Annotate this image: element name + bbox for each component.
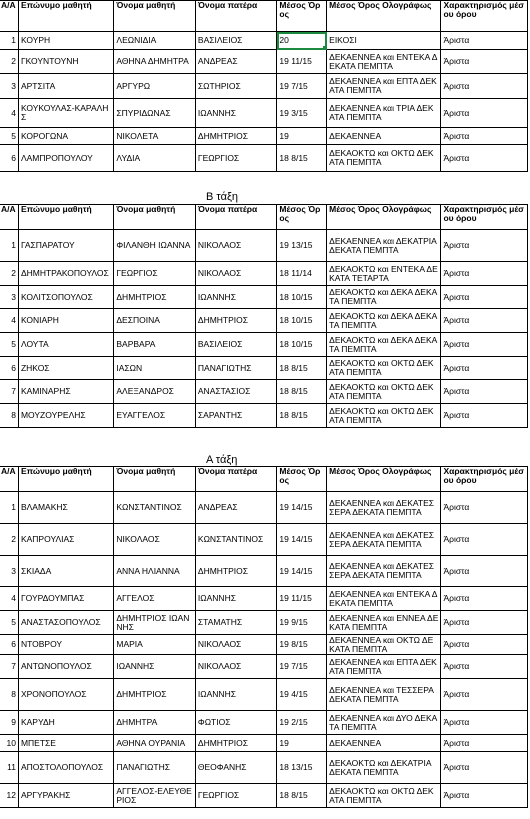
cell-father[interactable]: ΑΝΔΡΕΑΣ [195, 50, 277, 74]
cell-average[interactable]: 19 13/15 [277, 230, 327, 262]
cell-name[interactable]: ΣΠΥΡΙΔΩΝΑΣ [114, 99, 196, 128]
grades-table-section-1 [0, 0, 528, 172]
cell-surname[interactable]: ΜΟΥΖΟΥΡΕΛΗΣ [18, 404, 113, 428]
header-average[interactable]: Μέσος Όρος [277, 467, 327, 492]
table-row [0, 309, 528, 333]
table-row [0, 711, 528, 735]
cell-grade[interactable]: Άριστα [441, 230, 528, 262]
cell-grade[interactable]: Άριστα [441, 679, 528, 711]
cell-average-words[interactable]: ΔΕΚΑΕΝΝΕΑ και ΕΝΤΕΚΑ ΔΕΚΑΤΑ ΠΕΜΠΤΑ [327, 50, 441, 74]
cell-father[interactable]: ΑΝΔΡΕΑΣ [195, 492, 277, 524]
cell-name[interactable]: ΑΓΓΕΛΟΣ-ΕΛΕΥΘΕΡΙΟΣ [114, 784, 196, 808]
header-surname[interactable]: Επώνυμο μαθητή [18, 467, 113, 492]
cell-father[interactable]: ΔΗΜΗΤΡΙΟΣ [195, 309, 277, 333]
cell-average-words[interactable]: ΔΕΚΑΕΝΝΕΑ και ΔΕΚΑΤΡΙΑ ΔΕΚΑΤΑ ΠΕΜΠΤΑ [327, 230, 441, 262]
cell-father[interactable]: ΑΝΑΣΤΑΣΙΟΣ [195, 380, 277, 404]
cell-grade[interactable]: Άριστα [441, 50, 528, 74]
cell-grade[interactable]: Άριστα [441, 32, 528, 50]
cell-name[interactable]: ΓΕΩΡΓΙΟΣ [114, 262, 196, 286]
table-row [0, 404, 528, 428]
cell-aa[interactable]: 2 [0, 524, 18, 556]
cell-father[interactable]: ΠΑΝΑΓΙΩΤΗΣ [195, 357, 277, 380]
cell-aa[interactable]: 2 [0, 262, 18, 286]
cell-surname[interactable]: ΜΠΕΤΣΕ [18, 735, 113, 752]
cell-grade[interactable]: Άριστα [441, 380, 528, 404]
cell-average[interactable]: 18 8/15 [277, 357, 327, 380]
cell-name[interactable]: ΔΗΜΗΤΡΙΟΣ ΙΩΑΝΝΗΣ [114, 611, 196, 635]
table-row [0, 128, 528, 145]
cell-grade[interactable]: Άριστα [441, 286, 528, 309]
table-row [0, 145, 528, 172]
cell-father[interactable]: ΙΩΑΝΝΗΣ [195, 679, 277, 711]
header-average-words[interactable]: Μέσος Όρος Ολογράφως [327, 1, 441, 32]
cell-name[interactable]: ΦΙΛΑΝΘΗ ΙΩΑΝΝΑ [114, 230, 196, 262]
cell-surname[interactable]: ΑΡΓΥΡΑΚΗΣ [18, 784, 113, 808]
cell-grade[interactable]: Άριστα [441, 752, 528, 784]
cell-name[interactable]: ΙΩΑΝΝΗΣ [114, 655, 196, 679]
table-row [0, 230, 528, 262]
cell-grade[interactable]: Άριστα [441, 711, 528, 735]
cell-name[interactable]: ΑΘΗΝΑ ΟΥΡΑΝΙΑ [114, 735, 196, 752]
cell-average[interactable]: 19 14/15 [277, 524, 327, 556]
table-row [0, 635, 528, 655]
cell-surname[interactable]: ΚΟΥΚΟΥΛΑΣ-ΚΑΡΑΛΗΣ [18, 99, 113, 128]
table-row [0, 524, 528, 556]
fill-handle[interactable] [323, 46, 327, 50]
cell-aa[interactable]: 4 [0, 587, 18, 611]
table-row [0, 286, 528, 309]
cell-average[interactable]: 18 10/15 [277, 309, 327, 333]
cell-average-words[interactable]: ΔΕΚΑΟΚΤΩ και ΟΚΤΩ ΔΕΚΑΤΑ ΠΕΜΠΤΑ [327, 145, 441, 172]
cell-grade[interactable]: Άριστα [441, 655, 528, 679]
cell-average-words[interactable]: ΔΕΚΑΕΝΝΕΑ και ΔΥΟ ΔΕΚΑΤΑ ΠΕΜΠΤΑ [327, 711, 441, 735]
cell-name[interactable]: ΠΑΝΑΓΙΩΤΗΣ [114, 752, 196, 784]
cell-grade[interactable]: Άριστα [441, 309, 528, 333]
cell-aa[interactable]: 6 [0, 145, 18, 172]
cell-father[interactable]: ΔΗΜΗΤΡΙΟΣ [195, 735, 277, 752]
grades-table-section-3 [0, 466, 528, 808]
header-average[interactable]: Μέσος Όρος [277, 205, 327, 230]
header-father[interactable]: Όνομα πατέρα [195, 467, 277, 492]
header-aa[interactable]: Α/Α [0, 205, 18, 230]
cell-surname[interactable]: ΓΑΣΠΑΡΑΤΟΥ [18, 230, 113, 262]
cell-name[interactable]: ΜΑΡΙΑ [114, 635, 196, 655]
cell-grade[interactable]: Άριστα [441, 587, 528, 611]
cell-average-words[interactable]: ΔΕΚΑΕΝΝΕΑ και ΕΝΤΕΚΑ ΔΕΚΑΤΑ ΠΕΜΠΤΑ [327, 587, 441, 611]
cell-aa[interactable]: 2 [0, 50, 18, 74]
cell-average[interactable]: 19 11/15 [277, 50, 327, 74]
cell-father[interactable]: ΒΑΣΙΛΕΙΟΣ [195, 333, 277, 357]
cell-father[interactable]: ΦΩΤΙΟΣ [195, 711, 277, 735]
cell-grade[interactable]: Άριστα [441, 611, 528, 635]
table-row [0, 74, 528, 99]
cell-aa[interactable]: 7 [0, 655, 18, 679]
cell-aa[interactable]: 9 [0, 711, 18, 735]
cell-average[interactable]: 19 [277, 128, 327, 145]
cell-grade[interactable]: Άριστα [441, 333, 528, 357]
table-row [0, 587, 528, 611]
cell-name[interactable]: ΑΘΗΝΑ ΔΗΜΗΤΡΑ [114, 50, 196, 74]
cell-aa[interactable]: 4 [0, 99, 18, 128]
header-father[interactable]: Όνομα πατέρα [195, 1, 277, 32]
cell-average[interactable]: 19 4/15 [277, 679, 327, 711]
header-grade[interactable]: Χαρακτηρισμός μέσου όρου [441, 467, 528, 492]
cell-name[interactable]: ΒΑΡΒΑΡΑ [114, 333, 196, 357]
cell-name[interactable]: ΝΙΚΟΛΑΟΣ [114, 524, 196, 556]
cell-name[interactable]: ΕΥΑΓΓΕΛΟΣ [114, 404, 196, 428]
cell-average[interactable]: 19 2/15 [277, 711, 327, 735]
cell-average-words[interactable]: ΔΕΚΑΟΚΤΩ και ΕΝΤΕΚΑ ΔΕΚΑΤΑ ΤΕΤΑΡΤΑ [327, 262, 441, 286]
cell-name[interactable]: ΑΛΕΞΑΝΔΡΟΣ [114, 380, 196, 404]
cell-name[interactable]: ΔΕΣΠΟΙΝΑ [114, 309, 196, 333]
header-aa[interactable]: Α/Α [0, 1, 18, 32]
cell-grade[interactable]: Άριστα [441, 128, 528, 145]
cell-surname[interactable]: ΣΚΙΑΔΑ [18, 556, 113, 587]
cell-average-words[interactable]: ΔΕΚΑΟΚΤΩ και ΔΕΚΑ ΔΕΚΑΤΑ ΠΕΜΠΤΑ [327, 286, 441, 309]
header-average-words[interactable]: Μέσος Όρος Ολογράφως [327, 205, 441, 230]
cell-average[interactable]: 19 [277, 735, 327, 752]
cell-surname[interactable]: ΝΤΟΒΡΟΥ [18, 635, 113, 655]
cell-grade[interactable]: Άριστα [441, 145, 528, 172]
cell-average-words[interactable]: ΔΕΚΑΕΝΝΕΑ και ΤΕΣΣΕΡΑ ΔΕΚΑΤΑ ΠΕΜΠΤΑ [327, 679, 441, 711]
cell-surname[interactable]: ΔΗΜΗΤΡΑΚΟΠΟΥΛΟΣ [18, 262, 113, 286]
table-row [0, 735, 528, 752]
grades-table-section-2 [0, 204, 528, 428]
cell-aa[interactable]: 8 [0, 404, 18, 428]
cell-average-words[interactable]: ΔΕΚΑΕΝΝΕΑ [327, 128, 441, 145]
table-row [0, 380, 528, 404]
cell-grade[interactable]: Άριστα [441, 357, 528, 380]
cell-father[interactable]: ΙΩΑΝΝΗΣ [195, 587, 277, 611]
cell-name[interactable]: ΑΓΓΕΛΟΣ [114, 587, 196, 611]
cell-surname[interactable]: ΚΟΛΙΤΣΟΠΟΥΛΟΣ [18, 286, 113, 309]
header-father[interactable]: Όνομα πατέρα [195, 205, 277, 230]
cell-average[interactable]: 18 10/15 [277, 286, 327, 309]
cell-grade[interactable]: Άριστα [441, 262, 528, 286]
cell-average-words[interactable]: ΔΕΚΑΟΚΤΩ και ΔΕΚΑ ΔΕΚΑΤΑ ΠΕΜΠΤΑ [327, 333, 441, 357]
cell-average-words[interactable]: ΔΕΚΑΕΝΝΕΑ και ΕΠΤΑ ΔΕΚΑΤΑ ΠΕΜΠΤΑ [327, 74, 441, 99]
cell-name[interactable]: ΑΡΓΥΡΩ [114, 74, 196, 99]
header-grade[interactable]: Χαρακτηρισμός μέσου όρου [441, 1, 528, 32]
cell-average: 20 [279, 35, 289, 45]
table-row [0, 99, 528, 128]
cell-father[interactable]: ΘΕΟΦΑΝΗΣ [195, 752, 277, 784]
cell-average-words[interactable]: ΔΕΚΑΕΝΝΕΑ και ΔΕΚΑΤΕΣΣΕΡΑ ΔΕΚΑΤΑ ΠΕΜΠΤΑ [327, 492, 441, 524]
table-row [0, 32, 528, 50]
cell-average[interactable]: 19 14/15 [277, 492, 327, 524]
cell-grade[interactable]: Άριστα [441, 74, 528, 99]
header-average-words[interactable]: Μέσος Όρος Ολογράφως [327, 467, 441, 492]
cell-name[interactable]: ΔΗΜΗΤΡΑ [114, 711, 196, 735]
cell-surname[interactable]: ΑΝΑΣΤΑΣΟΠΟΥΛΟΣ [18, 611, 113, 635]
cell-aa[interactable]: 3 [0, 556, 18, 587]
cell-average[interactable]: 19 3/15 [277, 99, 327, 128]
header-grade[interactable]: Χαρακτηρισμός μέσου όρου [441, 205, 528, 230]
cell-aa[interactable]: 5 [0, 128, 18, 145]
cell-average-words[interactable]: ΔΕΚΑΕΝΝΕΑ και ΤΡΙΑ ΔΕΚΑΤΑ ΠΕΜΠΤΑ [327, 99, 441, 128]
cell-average-words[interactable]: ΔΕΚΑΟΚΤΩ και ΔΕΚΑΤΡΙΑ ΔΕΚΑΤΑ ΠΕΜΠΤΑ [327, 752, 441, 784]
header-row [0, 205, 528, 230]
cell-name[interactable]: ΑΝΝΑ ΗΛΙΑΝΝΑ [114, 556, 196, 587]
cell-surname[interactable]: ΒΛΑΜΑΚΗΣ [18, 492, 113, 524]
cell-father[interactable]: ΣΤΑΜΑΤΗΣ [195, 611, 277, 635]
cell-surname[interactable]: ΚΑΡΥΔΗ [18, 711, 113, 735]
cell-surname[interactable]: ΚΑΠΡΟΥΛΙΑΣ [18, 524, 113, 556]
cell-average-words[interactable]: ΔΕΚΑΕΝΝΕΑ και ΕΝΝΕΑ ΔΕΚΑΤΑ ΠΕΜΠΤΑ [327, 611, 441, 635]
cell-surname[interactable]: ΚΑΜΙΝΑΡΗΣ [18, 380, 113, 404]
cell-grade[interactable]: Άριστα [441, 735, 528, 752]
cell-father[interactable]: ΓΕΩΡΓΙΟΣ [195, 784, 277, 808]
cell-aa[interactable]: 6 [0, 635, 18, 655]
cell-aa[interactable]: 1 [0, 492, 18, 524]
table-row [0, 357, 528, 380]
cell-surname[interactable]: ΓΟΥΡΔΟΥΜΠΑΣ [18, 587, 113, 611]
cell-aa[interactable]: 3 [0, 286, 18, 309]
cell-grade[interactable]: Άριστα [441, 556, 528, 587]
cell-father[interactable]: ΔΗΜΗΤΡΙΟΣ [195, 128, 277, 145]
cell-father[interactable]: ΔΗΜΗΤΡΙΟΣ [195, 556, 277, 587]
cell-average-words[interactable]: ΔΕΚΑΕΝΝΕΑ [327, 735, 441, 752]
table-row [0, 679, 528, 711]
cell-name[interactable]: ΝΙΚΟΛΕΤΑ [114, 128, 196, 145]
cell-average-words[interactable]: ΕΙΚΟΣΙ [327, 32, 441, 50]
cell-father[interactable]: ΣΩΤΗΡΙΟΣ [195, 74, 277, 99]
cell-average[interactable]: 18 8/15 [277, 784, 327, 808]
table-row [0, 655, 528, 679]
cell-name[interactable]: ΛΕΩΝΙΔΙΑ [114, 32, 196, 50]
cell-surname[interactable]: ΚΟΝΙΑΡΗ [18, 309, 113, 333]
header-name[interactable]: Όνομα μαθητή [114, 205, 196, 230]
cell-average[interactable]: 19 11/15 [277, 587, 327, 611]
header-aa[interactable]: Α/Α [0, 467, 18, 492]
cell-average-words[interactable]: ΔΕΚΑΕΝΝΕΑ και ΕΠΤΑ ΔΕΚΑΤΑ ΠΕΜΠΤΑ [327, 655, 441, 679]
cell-average[interactable]: 18 11/14 [277, 262, 327, 286]
cell-grade[interactable]: Άριστα [441, 524, 528, 556]
cell-name[interactable]: ΛΥΔΙΑ [114, 145, 196, 172]
cell-father[interactable]: ΙΩΑΝΝΗΣ [195, 286, 277, 309]
cell-average[interactable]: 18 8/15 [277, 145, 327, 172]
cell-average[interactable]: 19 14/15 [277, 556, 327, 587]
cell-average-words[interactable]: ΔΕΚΑΕΝΝΕΑ και ΟΚΤΩ ΔΕΚΑΤΑ ΠΕΜΠΤΑ [327, 635, 441, 655]
table-row [0, 784, 528, 808]
cell-average-words[interactable]: ΔΕΚΑΕΝΝΕΑ και ΔΕΚΑΤΕΣΣΕΡΑ ΔΕΚΑΤΑ ΠΕΜΠΤΑ [327, 556, 441, 587]
cell-aa[interactable]: 3 [0, 74, 18, 99]
cell-aa[interactable]: 1 [0, 32, 18, 50]
cell-grade[interactable]: Άριστα [441, 492, 528, 524]
cell-aa[interactable]: 8 [0, 679, 18, 711]
cell-aa[interactable]: 10 [0, 735, 18, 752]
cell-grade[interactable]: Άριστα [441, 635, 528, 655]
cell-average[interactable]: 19 9/15 [277, 611, 327, 635]
cell-surname[interactable]: ΖΗΚΟΣ [18, 357, 113, 380]
cell-average-words[interactable]: ΔΕΚΑΟΚΤΩ και ΔΕΚΑ ΔΕΚΑΤΑ ΠΕΜΠΤΑ [327, 309, 441, 333]
cell-aa[interactable]: 4 [0, 309, 18, 333]
cell-father[interactable]: ΚΩΝΣΤΑΝΤΙΝΟΣ [195, 524, 277, 556]
cell-surname[interactable]: ΑΠΟΣΤΟΛΟΠΟΥΛΟΣ [18, 752, 113, 784]
table-row [0, 492, 528, 524]
cell-surname[interactable]: ΧΡΟΝΟΠΟΥΛΟΣ [18, 679, 113, 711]
cell-surname[interactable]: ΛΟΥΤΑ [18, 333, 113, 357]
cell-aa[interactable]: 11 [0, 752, 18, 784]
cell-grade[interactable]: Άριστα [441, 99, 528, 128]
table-row [0, 50, 528, 74]
cell-average[interactable]: 18 10/15 [277, 333, 327, 357]
cell-aa[interactable]: 5 [0, 611, 18, 635]
cell-average[interactable]: 19 8/15 [277, 635, 327, 655]
cell-name[interactable]: ΔΗΜΗΤΡΙΟΣ [114, 679, 196, 711]
cell-surname[interactable]: ΓΚΟΥΝΤΟΥΝΗ [18, 50, 113, 74]
table-row [0, 333, 528, 357]
cell-surname[interactable]: ΚΟΥΡΗ [18, 32, 113, 50]
cell-father[interactable]: ΒΑΣΙΛΕΙΟΣ [195, 32, 277, 50]
header-average[interactable]: Μέσος Όρος [277, 1, 327, 32]
cell-father[interactable]: ΝΙΚΟΛΑΟΣ [195, 635, 277, 655]
table-row [0, 611, 528, 635]
cell-father[interactable]: ΝΙΚΟΛΑΟΣ [195, 262, 277, 286]
cell-aa[interactable]: 5 [0, 333, 18, 357]
cell-average[interactable]: 18 13/15 [277, 752, 327, 784]
header-name[interactable]: Όνομα μαθητή [114, 1, 196, 32]
cell-father[interactable]: ΝΙΚΟΛΑΟΣ [195, 655, 277, 679]
cell-average-words[interactable]: ΔΕΚΑΕΝΝΕΑ και ΔΕΚΑΤΕΣΣΕΡΑ ΔΕΚΑΤΑ ΠΕΜΠΤΑ [327, 524, 441, 556]
cell-average-words[interactable]: ΔΕΚΑΟΚΤΩ και ΟΚΤΩ ΔΕΚΑΤΑ ΠΕΜΠΤΑ [327, 784, 441, 808]
cell-aa[interactable]: 12 [0, 784, 18, 808]
cell-name[interactable]: ΔΗΜΗΤΡΙΟΣ [114, 286, 196, 309]
cell-surname[interactable]: ΛΑΜΠΡΟΠΟΥΛΟΥ [18, 145, 113, 172]
section-title-a: Α τάξη [206, 454, 238, 466]
cell-surname[interactable]: ΑΡΤΣΙΤΑ [18, 74, 113, 99]
cell-average-words[interactable]: ΔΕΚΑΟΚΤΩ και ΟΚΤΩ ΔΕΚΑΤΑ ΠΕΜΠΤΑ [327, 357, 441, 380]
cell-average-words[interactable]: ΔΕΚΑΟΚΤΩ και ΟΚΤΩ ΔΕΚΑΤΑ ΠΕΜΠΤΑ [327, 380, 441, 404]
cell-aa[interactable]: 7 [0, 380, 18, 404]
cell-surname[interactable]: ΑΝΤΩΝΟΠΟΥΛΟΣ [18, 655, 113, 679]
cell-father[interactable]: ΣΑΡΑΝΤΗΣ [195, 404, 277, 428]
cell-average[interactable]: 19 7/15 [277, 74, 327, 99]
header-name[interactable]: Όνομα μαθητή [114, 467, 196, 492]
cell-aa[interactable]: 6 [0, 357, 18, 380]
cell-average[interactable]: 18 8/15 [277, 380, 327, 404]
table-row [0, 752, 528, 784]
table-row [0, 556, 528, 587]
cell-average-words[interactable]: ΔΕΚΑΟΚΤΩ και ΟΚΤΩ ΔΕΚΑΤΑ ΠΕΜΠΤΑ [327, 404, 441, 428]
cell-average[interactable]: 18 8/15 [277, 404, 327, 428]
cell-father[interactable]: ΝΙΚΟΛΑΟΣ [195, 230, 277, 262]
header-row [0, 467, 528, 492]
cell-grade[interactable]: Άριστα [441, 404, 528, 428]
table-row [0, 262, 528, 286]
selected-cell-average[interactable] [277, 32, 327, 50]
cell-grade[interactable]: Άριστα [441, 784, 528, 808]
header-surname[interactable]: Επώνυμο μαθητή [18, 205, 113, 230]
header-surname[interactable]: Επώνυμο μαθητή [18, 1, 113, 32]
cell-name[interactable]: ΚΩΝΣΤΑΝΤΙΝΟΣ [114, 492, 196, 524]
cell-surname[interactable]: ΚΟΡΟΓΩΝΑ [18, 128, 113, 145]
cell-aa[interactable]: 1 [0, 230, 18, 262]
cell-father[interactable]: ΓΕΩΡΓΙΟΣ [195, 145, 277, 172]
cell-father[interactable]: ΙΩΑΝΝΗΣ [195, 99, 277, 128]
cell-average[interactable]: 19 7/15 [277, 655, 327, 679]
section-title-b: Β τάξη [206, 191, 238, 203]
cell-name[interactable]: ΙΑΣΩΝ [114, 357, 196, 380]
header-row [0, 1, 528, 32]
